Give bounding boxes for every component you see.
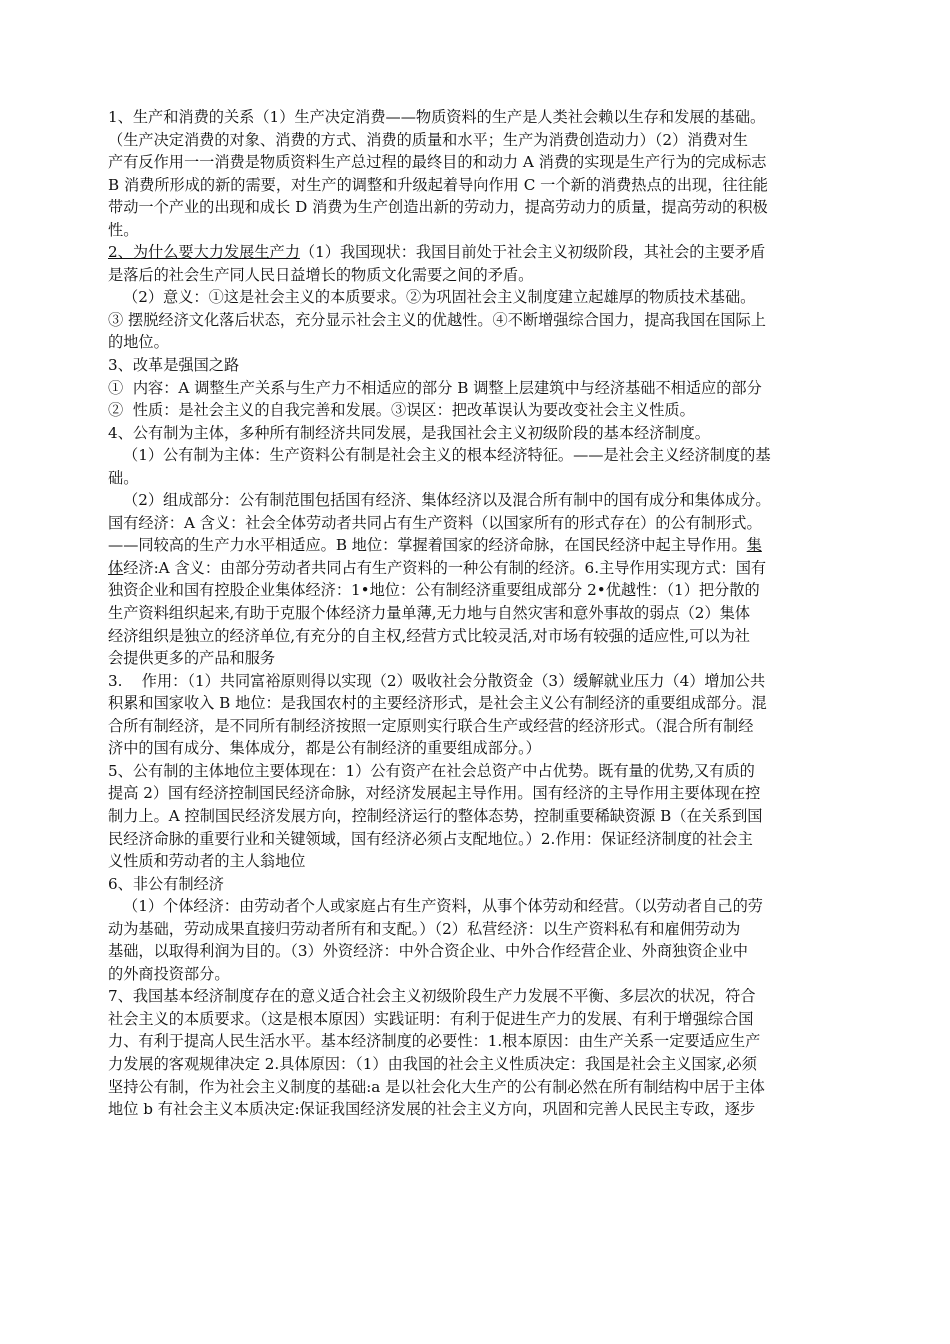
text-line: 力发展的客观规律决定 2.具体原因：（1）由我国的社会主义性质决定：我国是社会主义国家,必须 — [108, 1054, 757, 1073]
text-line: 社会主义的本质要求。（这是根本原因）实践证明：有利于促进生产力的发展、有利于增强综合国 — [108, 1009, 754, 1028]
text-line: （1）公有制为主体：生产资料公有制是社会主义的根本经济特征。——是社会主义经济制度的基 — [123, 446, 771, 465]
text-line: 经济组织是独立的经济单位,有充分的自主权,经营方式比较灵活,对市场有较强的适应性,可以为社 — [108, 626, 750, 645]
text-line: 动为基础，劳动成果直接归劳动者所有和支配。）（2）私营经济：以生产资料私有和雇佣劳动为 — [108, 919, 741, 938]
section-2-heading-line — [108, 241, 848, 264]
text-line: 合所有制经济，是不同所有制经济按照一定原则实行联合生产或经营的经济形式。（混合所有制经 — [108, 716, 754, 735]
text-line: 会提供更多的产品和服务 — [108, 649, 276, 668]
heading-rest: （1）我国现状：我国目前处于社会主义初级阶段，其社会的主要矛盾 — [299, 243, 766, 262]
document-page — [108, 106, 848, 1121]
text-line: 的地位。 — [108, 333, 169, 352]
text-line: 础。 — [108, 468, 139, 487]
text-line: ① 内容：A 调整生产关系与生产力不相适应的部分 B 调整上层建筑中与经济基础不相适应的部分 — [108, 378, 762, 397]
text-line: 义性质和劳动者的主人翁地位 — [108, 852, 306, 871]
underlined-term-continued: 体 — [108, 558, 124, 577]
text-line: 7、我国基本经济制度存在的意义适合社会主义初级阶段生产力发展不平衡、多层次的状况，符合 — [108, 987, 756, 1006]
text-line: 是落后的社会生产同人民日益增长的物质文化需要之间的矛盾。 — [108, 265, 534, 284]
text-line: ② 性质：是社会主义的自我完善和发展。③误区：把改革误认为要改变社会主义性质。 — [108, 401, 695, 420]
text-line: 国有经济：A 含义：社会全体劳动者共同占有生产资料（以国家所有的形式存在）的公有制形式。 — [108, 513, 762, 532]
text-line — [108, 557, 848, 580]
text-line: 独资企业和国有控股企业集体经济：1•地位：公有制经济重要组成部分 2•优越性：（1）把分散的 — [108, 581, 760, 600]
text-line: 1、生产和消费的关系（1）生产决定消费——物质资料的生产是人类社会赖以生存和发展的基础。 — [108, 108, 766, 126]
text-line: 5、公有制的主体地位主要体现在：1）公有资产在社会总资产中占优势。既有量的优势,又有质的 — [108, 761, 755, 780]
text-line: 4、公有制为主体，多种所有制经济共同发展，是我国社会主义初级阶段的基本经济制度。 — [108, 423, 710, 442]
text-line: （2）意义：①这是社会主义的本质要求。②为巩固社会主义制度建立起雄厚的物质技术基础。 — [123, 288, 756, 307]
text-line: 3、改革是强国之路 — [108, 356, 240, 375]
state-economy-status: ——同较高的生产力水平相适应。B 地位：掌握着国家的经济命脉，在国民经济中起主导作用。 — [108, 536, 747, 555]
text-line: （1）个体经济：由劳动者个人或家庭占有生产资料，从事个体劳动和经营。（以劳动者自己的劳 — [123, 897, 763, 916]
text-line: 带动一个产业的出现和成长 D 消费为生产创造出新的劳动力，提高劳动力的质量，提高劳动的积极 — [108, 198, 768, 217]
text-line: 提高 2）国有经济控制国民经济命脉，对经济发展起主导作用。国有经济的主导作用主要体现在控 — [108, 784, 761, 803]
text-continued: 经济:A 含义：由部分劳动者共同占有生产资料的一种公有制的经济。6.主导作用实现方式：国有 — [123, 558, 767, 577]
text-line: ③ 摆脱经济文化落后状态，充分显示社会主义的优越性。④不断增强综合国力，提高我国在国际上 — [108, 310, 766, 329]
text-line: B 消费所形成的新的需要，对生产的调整和升级起着导向作用 C 一个新的消费热点的出现，往往能 — [108, 175, 768, 194]
text-line: 3. 作用：（1）共同富裕原则得以实现（2）吸收社会分散资金（3）缓解就业压力（4）增加公共 — [108, 671, 766, 690]
text-line: 力、有利于提高人民生活水平。基本经济制度的必要性：1.根本原因：由生产关系一定要适应生产 — [108, 1032, 761, 1051]
collective-economy-line — [108, 534, 848, 557]
text-line: 产有反作用一一消费是物质资料生产总过程的最终目的和动力 A 消费的实现是生产行为的完成标志 — [108, 153, 767, 172]
text-line: 制力上。A 控制国民经济发展方向，控制经济运行的整体态势，控制重要稀缺资源 B（在关系到国 — [108, 806, 763, 825]
text-line: （生产决定消费的对象、消费的方式、消费的质量和水平；生产为消费创造动力）（2）消费对生 — [108, 130, 748, 149]
text-line: 生产资料组织起来,有助于克服个体经济力量单薄,无力地与自然灾害和意外事故的弱点（2）集体 — [108, 604, 751, 623]
text-line: 6、非公有制经济 — [108, 874, 224, 893]
text-line: 民经济命脉的重要行业和关键领域，国有经济必须占支配地位。）2.作用：保证经济制度的社会主 — [108, 829, 753, 848]
underlined-heading: 2、为什么要大力发展生产力 — [108, 243, 300, 262]
text-line: （2）组成部分：公有制范围包括国有经济、集体经济以及混合所有制中的国有成分和集体成分。 — [123, 491, 771, 510]
text-line: 的外商投资部分。 — [108, 964, 230, 983]
text-line: 基础，以取得利润为目的。（3）外资经济：中外合资企业、中外合作经营企业、外商独资企业中 — [108, 942, 748, 961]
text-line: 地位 b 有社会主义本质决定:保证我国经济发展的社会主义方向，巩固和完善人民民主专政，逐步 — [108, 1100, 756, 1119]
text-line: 积累和国家收入 B 地位：是我国农村的主要经济形式，是社会主义公有制经济的重要组成部分。混 — [108, 694, 767, 713]
text-line: 坚持公有制，作为社会主义制度的基础:a 是以社会化大生产的公有制必然在所有制结构中居于主体 — [108, 1077, 765, 1096]
text-line: 性。 — [108, 220, 139, 239]
underlined-term: 集 — [746, 536, 762, 555]
text-line: 济中的国有成分、集体成分，都是公有制经济的重要组成部分。） — [108, 739, 541, 758]
